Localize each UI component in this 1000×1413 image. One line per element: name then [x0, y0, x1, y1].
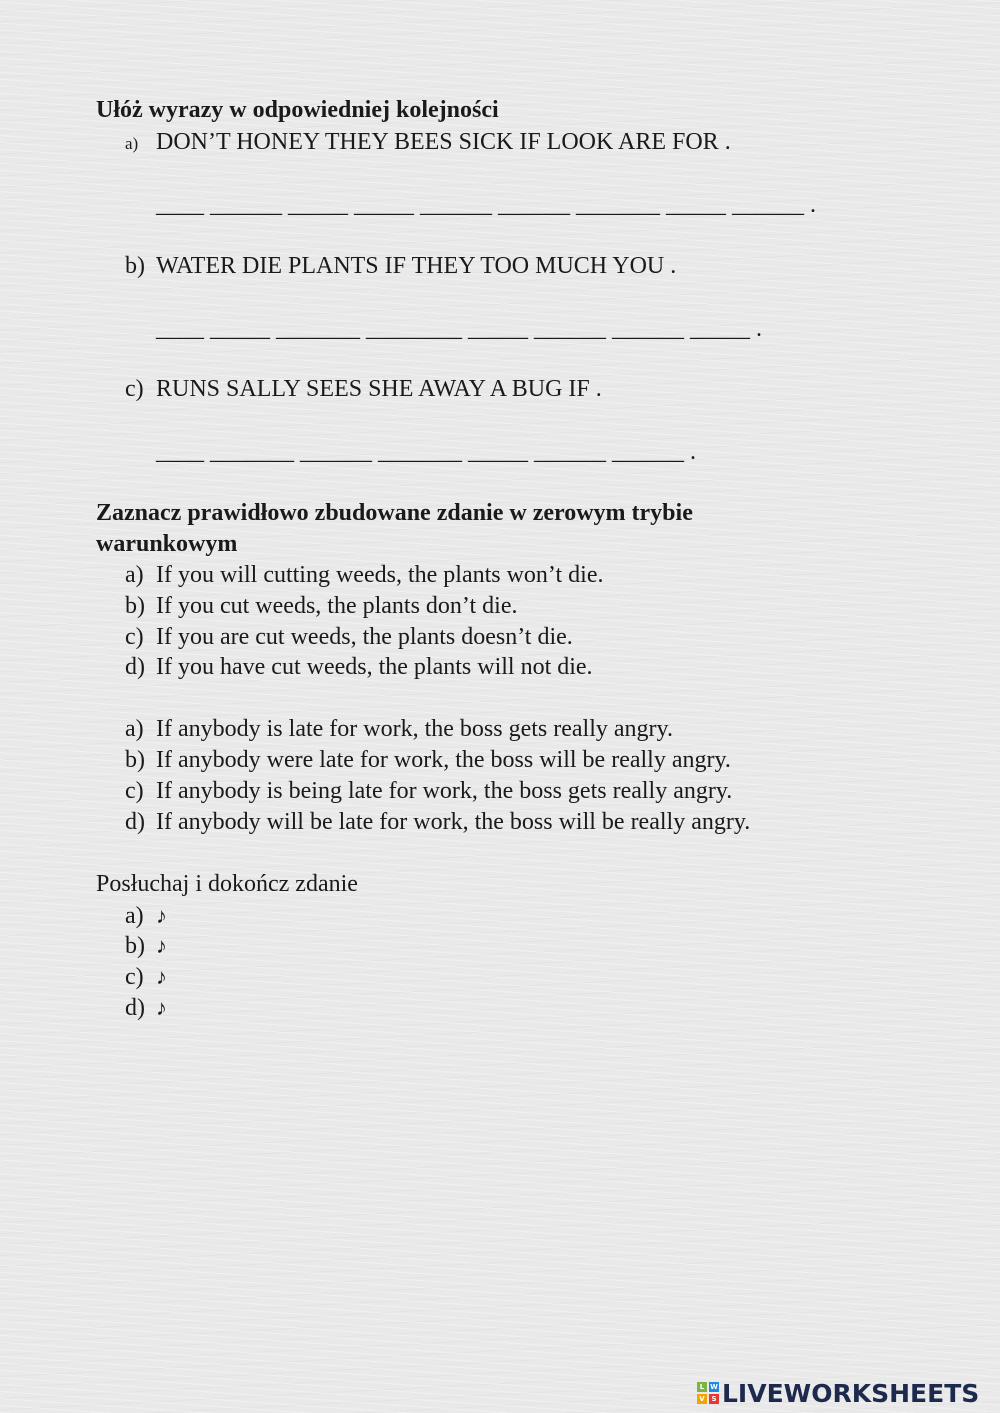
logo-mark-cell: W: [710, 1383, 718, 1391]
section2-group1-option-d[interactable]: [125, 652, 593, 683]
option-letter: b): [125, 593, 145, 619]
option-text: If anybody is being late for work, the boss gets really angry.: [156, 778, 733, 804]
section2-group2-option-b[interactable]: [125, 745, 731, 776]
audio-note-icon[interactable]: ♪: [156, 995, 167, 1020]
section1-item-a: [125, 127, 731, 159]
section2-group2-option-d[interactable]: [125, 807, 750, 838]
audio-note-icon[interactable]: ♪: [156, 933, 167, 958]
section3-title: Posłuchaj i dokończ zdanie: [96, 871, 358, 897]
option-text: If you cut weeds, the plants don’t die.: [156, 593, 518, 619]
option-text: If anybody is late for work, the boss gets really angry.: [156, 716, 673, 742]
section1-title: Ułóż wyrazy w odpowiedniej kolejności: [96, 97, 499, 123]
section2-title-line1: Zaznacz prawidłowo zbudowane zdanie w zerowym trybie: [96, 500, 693, 526]
section1-answer-blanks-b[interactable]: ____ _____ _______ ________ _____ ______ ______ _____ .: [156, 316, 762, 342]
section3-item-c: [125, 961, 167, 993]
section3-item-a: [125, 900, 167, 932]
option-text: If you are cut weeds, the plants doesn’t die.: [156, 624, 573, 650]
logo-text: LIVEWORKSHEETS: [722, 1378, 980, 1408]
logo-mark-icon: [697, 1382, 719, 1404]
item-text: WATER DIE PLANTS IF THEY TOO MUCH YOU .: [156, 253, 677, 279]
item-letter: c): [125, 964, 144, 990]
item-letter: b): [125, 933, 145, 959]
item-text: RUNS SALLY SEES SHE AWAY A BUG IF .: [156, 376, 602, 402]
section1-answer-blanks-c[interactable]: ____ _______ ______ _______ _____ ______ ______ .: [156, 439, 696, 465]
section2-group1-option-c[interactable]: [125, 622, 573, 653]
section3-item-b: [125, 930, 167, 962]
option-letter: c): [125, 778, 144, 804]
option-letter: b): [125, 747, 145, 773]
section2-group2-option-c[interactable]: [125, 776, 732, 807]
option-letter: d): [125, 654, 145, 680]
section3-item-d: [125, 992, 167, 1024]
option-letter: a): [125, 716, 144, 742]
item-letter: d): [125, 995, 145, 1021]
option-text: If anybody will be late for work, the boss will be really angry.: [156, 809, 751, 835]
option-letter: c): [125, 624, 144, 650]
audio-note-icon[interactable]: ♪: [156, 903, 167, 928]
item-letter: a): [125, 134, 139, 153]
item-letter: c): [125, 376, 144, 402]
logo-mark-cell: L: [697, 1382, 707, 1392]
option-letter: d): [125, 809, 145, 835]
section2-group2-option-a[interactable]: [125, 714, 673, 745]
section1-item-c: [125, 374, 602, 405]
liveworksheets-logo[interactable]: [697, 1378, 979, 1408]
option-text: If anybody were late for work, the boss will be really angry.: [156, 747, 731, 773]
option-text: If you have cut weeds, the plants will not die.: [156, 654, 593, 680]
audio-note-icon[interactable]: ♪: [156, 964, 167, 989]
section1-item-b: [125, 251, 676, 282]
section2-group1-option-a[interactable]: [125, 560, 603, 591]
logo-mark-cell: V: [697, 1394, 707, 1404]
item-text: DON’T HONEY THEY BEES SICK IF LOOK ARE FOR .: [156, 129, 731, 155]
item-letter: b): [125, 253, 145, 279]
option-text: If you will cutting weeds, the plants won’t die.: [156, 562, 604, 588]
logo-mark-cell: S: [709, 1394, 719, 1404]
section2-group1-option-b[interactable]: [125, 591, 517, 622]
section2-title-line2: warunkowym: [96, 531, 238, 557]
option-letter: a): [125, 562, 144, 588]
section1-answer-blanks-a[interactable]: ____ ______ _____ _____ ______ ______ _______ _____ ______ .: [156, 192, 816, 218]
item-letter: a): [125, 903, 144, 929]
